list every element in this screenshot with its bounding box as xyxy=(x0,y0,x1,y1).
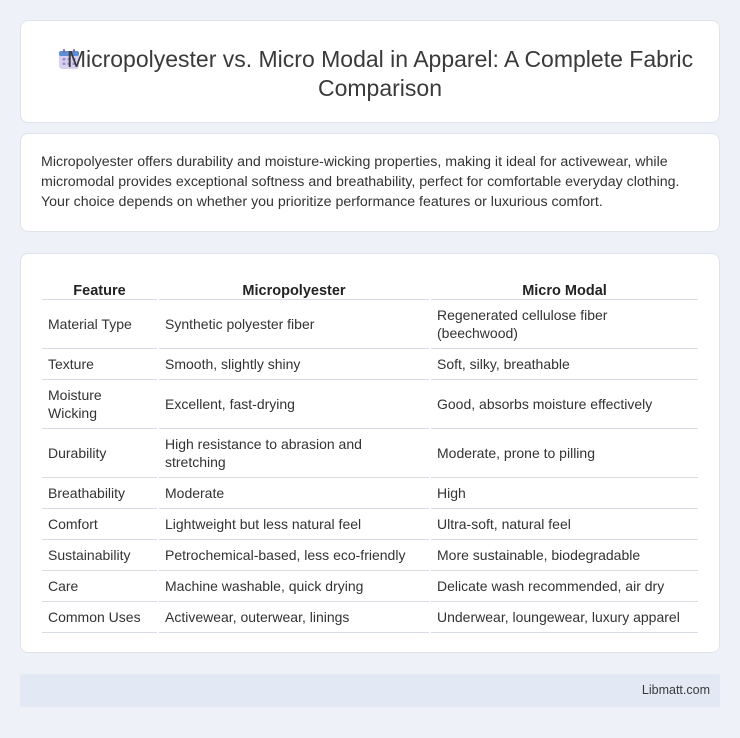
table-row xyxy=(42,508,698,539)
micropolyester-cell: Activewear, outerwear, linings xyxy=(158,601,430,632)
feature-cell: Durability xyxy=(42,428,158,477)
micropolyester-cell: Petrochemical-based, less eco-friendly xyxy=(158,539,430,570)
micropolyester-cell: Smooth, slightly shiny xyxy=(158,348,430,379)
page-title: Micropolyester vs. Micro Modal in Apparel: A Complete Fabric Comparison xyxy=(66,46,694,101)
summary-card xyxy=(20,133,720,232)
micropolyester-cell: Moderate xyxy=(158,477,430,508)
table-row xyxy=(42,348,698,379)
micropolyester-cell: Synthetic polyester fiber xyxy=(158,299,430,348)
feature-cell: Moisture Wicking xyxy=(42,379,158,428)
micromodal-cell: Moderate, prone to pilling xyxy=(430,428,698,477)
micromodal-cell: Soft, silky, breathable xyxy=(430,348,698,379)
feature-cell: Sustainability xyxy=(42,539,158,570)
feature-cell: Care xyxy=(42,570,158,601)
table-row xyxy=(42,477,698,508)
micromodal-cell: Good, absorbs moisture effectively xyxy=(430,379,698,428)
footer-site-link[interactable]: Libmatt.com xyxy=(641,683,710,697)
table-row xyxy=(42,379,698,428)
micromodal-cell: Regenerated cellulose fiber (beechwood) xyxy=(430,299,698,348)
table-header-row xyxy=(42,275,698,299)
micromodal-cell: More sustainable, biodegradable xyxy=(430,539,698,570)
column-header-micropolyester: Micropolyester xyxy=(158,275,430,299)
header-card xyxy=(20,20,720,123)
micropolyester-cell: Lightweight but less natural feel xyxy=(158,508,430,539)
feature-cell: Common Uses xyxy=(42,601,158,632)
comparison-table xyxy=(42,275,698,633)
feature-cell: Breathability xyxy=(42,477,158,508)
feature-cell: Texture xyxy=(42,348,158,379)
micropolyester-cell: High resistance to abrasion and stretching xyxy=(158,428,430,477)
feature-cell: Material Type xyxy=(42,299,158,348)
footer xyxy=(20,674,720,707)
micromodal-cell: Underwear, loungewear, luxury apparel xyxy=(430,601,698,632)
feature-cell: Comfort xyxy=(42,508,158,539)
table-row xyxy=(42,539,698,570)
column-header-micromodal: Micro Modal xyxy=(430,275,698,299)
micromodal-cell: Ultra-soft, natural feel xyxy=(430,508,698,539)
column-header-feature: Feature xyxy=(42,275,158,299)
table-row xyxy=(42,601,698,632)
summary-text: Micropolyester offers durability and moisture-wicking properties, making it ideal for activewear, while micromodal provides exceptional softness and breathability, perfect for comfortable everyday clothing. Your choice depends on whether you prioritize performance features or luxurious comfort. xyxy=(41,154,680,210)
comparison-table-card xyxy=(20,253,720,653)
micromodal-cell: High xyxy=(430,477,698,508)
table-row xyxy=(42,299,698,348)
micropolyester-cell: Excellent, fast-drying xyxy=(158,379,430,428)
micropolyester-cell: Machine washable, quick drying xyxy=(158,570,430,601)
micromodal-cell: Delicate wash recommended, air dry xyxy=(430,570,698,601)
table-row xyxy=(42,428,698,477)
table-row xyxy=(42,570,698,601)
